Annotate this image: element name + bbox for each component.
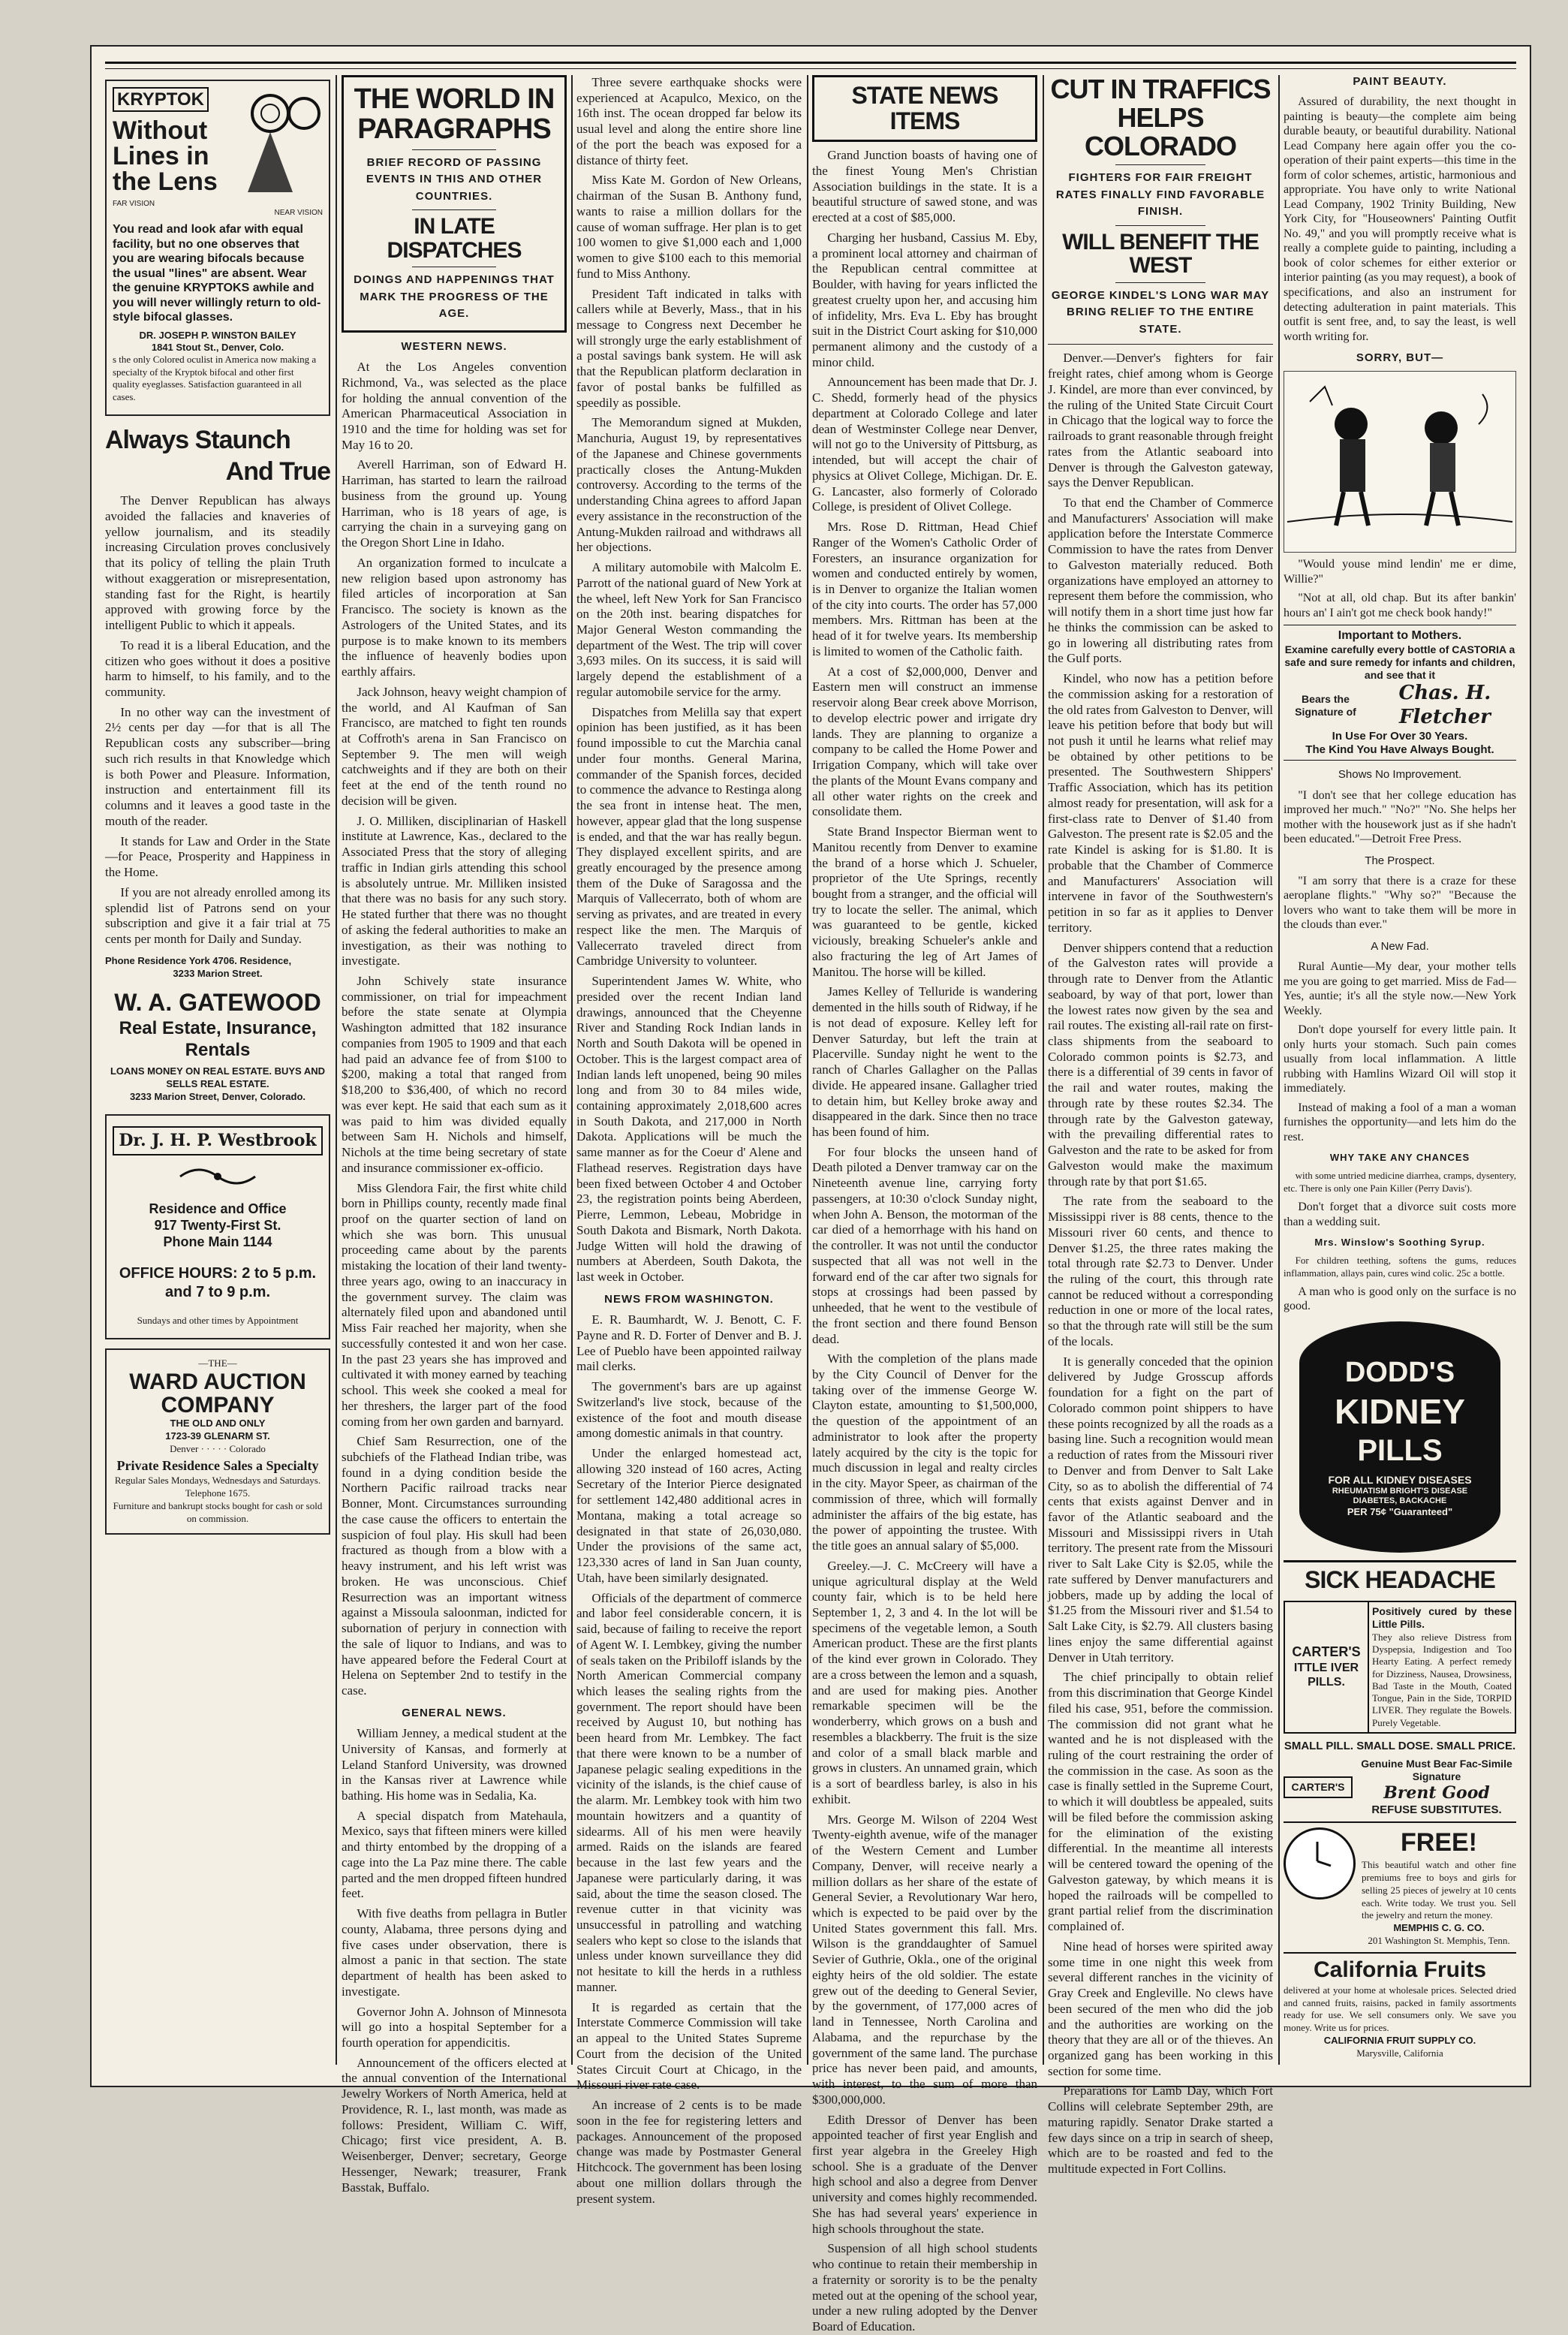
carters-brand: CARTER'S [1292,1644,1361,1659]
carters-positive: Positively cured by these Little Pills. [1372,1604,1512,1631]
refuse-text: REFUSE SUBSTITUTES. [1371,1803,1502,1817]
dodds-price: PER 75¢ "Guaranteed" [1347,1506,1453,1518]
westbrook-hours: OFFICE HOURS: 2 to 5 p.m. [119,1265,317,1282]
news-paragraph: With the completion of the plans made by the City Council of Denver for the taking over of the immense George W. Clayton estate, amounting to $1,500,000, the question of the appointment of an administrator to look after the property lately acquired by the city is the topic for much discussion in legal and realty circles in the city. Mayor Speer, as chairman of the commission of three, which will formally administer the affairs of the big estate, has the power of appointing the trustee. With the title goes an annual salary of $5,000. [812,1351,1037,1553]
newspaper-page [90,45,1531,2334]
paint-paragraph: Assured of durability, the next thought in painting is beauty—the complete aim being durable beauty, or beautiful durability. National Lead Company here again offer you the co-operation of their paint experts—this time in the form of color schemes, artistic, harmonious and appropriate. You have only to write National Lead Company, 1902 Trinity Building, New York City, for "Houseowners' Painting Outfit No. 49," and you will promptly receive what is really a complete guide to painting, including a book of color schemes for either exterior or interior painting (as you may request), a book of specifications, and also an instrument for detecting adulteration in paint materials. This outfit is sent free, and, to say the least, is well worth writing for. [1284,95,1516,343]
eyeglass-icon [240,87,323,200]
prospect-heading: The Prospect. [1365,854,1435,867]
news-paragraph: At a cost of $2,000,000, Denver and Eastern men will construct an immense reservoir along Bear creek above Morrison, to develop electric power and irrigate dry lands. They are planning to organize a company to be called the Home Power and Irrigation Company, which will take over the plants of the Mount Evans company and all other water rights on the creek and consolidate them. [812,664,1037,819]
small-pill-text: SMALL PILL. SMALL DOSE. SMALL PRICE. [1284,1739,1516,1752]
news-paragraph: Announcement of the officers elected at the annual convention of the International Jewelry Workers of North America, held at Providence, R. I., last month, was made as follows: President, William C. Wiff, Chicago; first vice president, A. B. Weisenberger, Denver; secretary, George Hessenger, Newark; treasurer, Frank Basstak, Buffalo. [342,2055,567,2195]
news-paragraph: The chief principally to obtain relief from this discrimination that George Kindel filed his case, 951, before the commission. The commission did not grant what he wanted and he is not displeased with the ruling of the court restraining the order of the commission in the case. As soon as the case is finally settled in the Supreme Court, to which it will doubtless be appealed, suits will be filed before the commission asking for the elimination of the existing differential. In the meantime all interests will be centered toward the opening of the Galveston gateway, by which means it is hoped the railroads will be compelled to grant partial relief from the discrimination complained of. [1048,1670,1273,1934]
westbrook-phone: Phone Main 1144 [163,1234,272,1250]
news-paragraph: The Memorandum signed at Mukden, Manchuria, August 19, by representatives of the Japanese and Chinese governments practically closes the Antung-Mukden controversy. According to the terms of the understanding China agrees to afford Japan every assistance in the reconstruction of the Antung-Mukden railroad and withdraws all her objections. [576,415,802,555]
genuine-text: Genuine Must Bear Fac-Simile Signature [1361,1758,1512,1783]
news-paragraph: At the Los Angeles convention Richmond, Va., was selected as the place for holding the annual convention of the American Pharmaceutical Association in 1910 and the time for holding was set for May 16 to 20. [342,360,567,452]
gatewood-line: Real Estate, Insurance, Rentals [119,1017,317,1060]
carters-label [1285,1602,1369,1732]
news-paragraph: Mrs. George M. Wilson of 2204 West Twenty-eighth avenue, wife of the manager of the Western Cement and Lumber Company, Denver, will receive nearly a million dollars as her share of the estate of General Sevier, a Revolutionary War hero, which is expected to be paid over by the United States government this fall. Mrs. Wilson is the granddaughter of Samuel Sevier of Guthrie, Okla., one of the original eighty heirs of the old soldier. The estate grew out of the deeding to General Sevier, by the government, of 177,000 acres of land in Tennessee, North Carolina and Alabama, and the repurchase by the government of the same land. The purchase price has never been paid, and amounts, with interest, to the sum of more than $300,000,000. [812,1812,1037,2107]
fool-paragraph: Instead of making a fool of a man a woman furnishes the opportunity—and lets him do the rest. [1284,1101,1516,1143]
news-paragraph: Grand Junction boasts of having one of the finest Young Men's Christian Association buildings in the state. It is a beautiful structure of sawed stone, and was erected at a cost of $85,000. [812,148,1037,225]
news-paragraph: It is generally conceded that the opinion delivered by Judge Grosscup affords foundation for a fight on the part of Colorado common point shippers to have these points recognized by all the roads as a basing line. Such a recognition would mean a reduction of rates from the Missouri river to Denver and from Denver to Salt Lake City, so as to abolish the differential of 74 cents that exists against Denver and in favor of the Atlantic seaboard and the Missouri and Mississippi rivers in Utah territory. The present rate from the Missouri river to Salt Lake City is $2.05, while the rate suffered by Denver manufacturers and jobbers, made up by adding the local of $1.25 from the Missouri river and $1.54 to Salt Lake City, is $2.79. All clusters basing lines enjoy the same differential against Denver in Utah territory. [1048,1354,1273,1665]
gatewood-phone: Phone Residence York 4706. Residence, [105,954,292,966]
mothers-text: Examine carefully every bottle of CASTORIA a safe and sure remedy for infants and children, and see that it [1284,643,1515,682]
dodds-kidney: KIDNEY [1335,1391,1465,1431]
general-news-heading: GENERAL NEWS. [402,1706,507,1719]
washington-news-heading: NEWS FROM WASHINGTON. [604,1292,774,1306]
westbrook-name: Dr. J. H. P. Westbrook [113,1126,323,1155]
carters-small-label: CARTER'S [1284,1776,1353,1798]
news-paragraph: William Jenney, a medical student at the University of Kansas, and formerly at Leland Stanford University, was drowned in the Kansas river at Lawrence while bathing. His home was in Sedalia, Ka. [342,1726,567,1803]
gatewood-address: 3233 Marion Street, Denver, Colorado. [129,1090,306,1102]
kryptok-note: s the only Colored oculist in America now making a specialty of the Kryptok bifocal and other first quality eyeglasses. Satisfaction guaranteed in all cases. [113,353,317,403]
dispatches-headline: IN LATE DISPATCHES [387,214,522,263]
carters-pill-name: ITTLE IVER PILLS. [1293,1661,1359,1689]
sorry-heading: SORRY, BUT— [1356,351,1444,365]
benefit-subhead: GEORGE KINDEL'S LONG WAR MAY BRING RELIEF TO THE ENTIRE STATE. [1051,288,1270,336]
news-paragraph: E. R. Baumhardt, W. J. Benott, C. F. Payne and R. D. Forter of Denver and B. J. Lee of Pueblo have been appointed railway mail clerks. [576,1312,802,1374]
winslow-heading: Mrs. Winslow's Soothing Syrup. [1314,1237,1485,1249]
california-fruits-ad [1284,1952,1516,2060]
california-company: CALIFORNIA FRUIT SUPPLY CO. [1323,2035,1476,2047]
news-paragraph: Chief Sam Resurrection, one of the subchiefs of the Flathead Indian tribe, was found in a dying condition beside the Northern Pacific railroad tracks near Bonner, Mont. Circumstances surrounding the case cause the officers to entertain the suspicion of foul play. His skull had been fractured as though from a blow with a heavy instrument, and his left wrist was broken. He was unconscious. Chief Resurrection was an important witness against a Missoula saloonman, indicted for subornation of perjury in connection with the sale of liquor to Indians, and was to have appeared before the Federal Court at Helena on September 2nd to testify in the case. [342,1434,567,1698]
improve-heading: Shows No Improvement. [1338,768,1462,782]
news-paragraph: Mrs. Rose D. Rittman, Head Chief Ranger of the Women's Catholic Order of Foresters, an insurance organization for women and conducted entirely by women, is in Denver to organize the Italian women of the city into courts. The order has 57,000 members. Mrs. Rittman has been at the head of it for twelve years. Its membership is limited to women of the Catholic faith. [812,520,1037,658]
castoria-ad [1284,625,1516,761]
ward-telephone: Telephone 1675. [185,1487,251,1499]
kryptok-body: You read and look afar with equal facility, but no one observes that you are wearing bifocals because the usual "lines" are absent. Wear the genuine KRYPTOKS awhile and you will never willingly return to old-style bifocal glasses. [113,223,321,324]
kryptok-far-tag: FAR VISION [113,200,155,208]
staunch-paragraph: If you are not already enrolled among its splendid list of Patrons send on your subscription and give it a fair trial at 75 cents per month for Daily and Sunday. [105,884,330,947]
news-paragraph: Denver shippers contend that a reduction of the Galveston rates will provide a through rate to Denver from the Atlantic seaboard, by way of that port, lower than the lowest rates now given by the sea and rail routes. The existing all-rail rate on first-class shipments from the seaboard to Colorado common points is $2.73, and there is a differential of 39 cents in favor of the rail and water routes, making the through rate by these routes $2.34. The through rate by the Galveston gateway, with the prevailing differential rates to Galveston and the rate to be asked for from Galveston would make the maximum through rate by that port $1.65. [1048,940,1273,1189]
staunch-paragraph: It stands for Law and Order in the State—for Peace, Prosperity and Happiness in the Home. [105,833,330,880]
westbrook-sunday: Sundays and other times by Appointment [137,1314,299,1326]
dispatches-subhead: DOINGS AND HAPPENINGS THAT MARK THE PROGRESS OF THE AGE. [354,273,555,321]
column-rule [807,75,808,2065]
ward-regular: Regular Sales Mondays, Wednesdays and Saturdays. [114,1475,321,1487]
world-headline-box [342,75,567,333]
fletcher-signature: Chas. H. Fletcher [1398,682,1491,728]
column-rule [336,75,337,2065]
news-paragraph: Edith Dressor of Denver has been appointed teacher of first year English and first year algebra in the Greeley High school. She is a graduate of the Denver high school and also a degree from Denver university and comes highly recommended. She has had several years' experience in high schools throughout the state. [812,2112,1037,2236]
news-paragraph: A military automobile with Malcolm E. Parrott of the national guard of New York at the wheel, left New York for San Francisco on the 20th inst. bearing dispatches for Major General Weston commanding the department of the West. The trip will cover 3,693 miles. On its success, it is said will largely depend the establishment of a regular automobile service for the army. [576,560,802,699]
california-text: delivered at your home at wholesale prices. Selected dried and canned fruits, raisins, packed in family assortments ready for use. We sell consumers only. We save you money. Write us for prices. [1284,1984,1516,2034]
news-paragraph: It is regarded as certain that the Interstate Commerce Commission will take an appeal to the United States Supreme Court from the decision of the United States Circuit Court at Chicago, in the Missouri river rate case. [576,1999,802,2092]
dodds-pills-tin [1299,1321,1500,1553]
kryptok-near-tag: NEAR VISION [274,209,323,218]
gatewood-name: W. A. GATEWOOD [114,988,321,1016]
dodds-diseases: RHEUMATISM BRIGHT'S DISEASE DIABETES, BACKACHE [1332,1486,1468,1505]
news-paragraph: J. O. Milliken, disciplinarian of Haskell institute at Lawrence, Kas., declared to the Associated Press that the story of alleging traffic in Indian girls attending this school is absolutely untrue. Mr. Milliken insisted that there was no basis for any such story. He stated further that there was no thought of asking the federal authorities to make an investigation, as their was nothing to investigate. [342,813,567,969]
bears-signature-label: Bears the Signature of [1295,692,1356,718]
traffic-headline: CUT IN TRAFFICS HELPS COLORADO [1050,74,1271,161]
column-1 [105,75,330,2065]
news-paragraph: An organization formed to inculcate a new religion based upon astronomy has filed articles of incorporation at San Francisco. The society is known as the Astrologers of the United States, and its purpose is to make known to its members the influence of heavenly bodies upon earthly affairs. [342,555,567,679]
divorce-paragraph: Don't forget that a divorce suit costs more than a wedding suit. [1284,1201,1516,1228]
gatewood-loans: LOANS MONEY ON REAL ESTATE. BUYS AND SELLS REAL ESTATE. [110,1065,326,1089]
column-2 [342,75,567,2195]
western-news-heading: WESTERN NEWS. [401,339,507,353]
staunch-paragraph: The Denver Republican has always avoided the fallacies and knaveries of yellow journalism, and its steadily increasing Circulation proves conclusively that its policy of telling the plain Truth without exaggeration or misrepresentation, standing fast for the Right, is heartily approved with growing force by the intelligent Public to which it appeals. [105,493,330,633]
staunch-ad [105,425,330,948]
joke-paragraph: "I am sorry that there is a craze for these aeroplane flights." "Why so?" "Because the lovers who want to take them will be more in the clouds than ever." [1284,874,1516,932]
free-watch-ad [1284,1821,1516,1948]
cartoon-illustration [1284,371,1516,553]
free-text: This beautiful watch and other fine premiums free to boys and girls for selling 25 pieces of jewelry at 10 cents each. Write today. We trust you. Sell the jewelry and return the money. [1362,1858,1516,1921]
traffic-headline-box [1048,75,1273,345]
news-paragraph: Averell Harriman, son of Edward H. Harriman, has started to learn the railroad business from the ground up. Young Harriman, who is 18 years of age, is carrying the chain in a surveying gang on the Oregon Short Line in Idaho. [342,457,567,550]
kind-text: The Kind You Have Always Bought. [1305,743,1494,756]
news-paragraph: Three severe earthquake shocks were experienced at Acapulco, Mexico, on the 16th inst. The ocean dropped far below its usual level and along the entire shore line of the port the beach was exposed for a distance of thirty feet. [576,75,802,167]
ward-buy: Furniture and bankrupt stocks bought for cash or sold on commission. [113,1500,323,1525]
chances-heading: WHY TAKE ANY CHANCES [1329,1152,1470,1164]
column-rule [1043,75,1044,2065]
westbrook-ad [105,1114,330,1339]
brent-good-signature: Brent Good [1383,1783,1490,1803]
column-rule [571,75,573,2065]
news-paragraph: President Taft indicated in talks with callers while at Beverly, Mass., that in his message to Congress next December he will strongly urge the early establishment of a postal savings bank system. He will ask that the Republican platform declaration in favor of postal banks be fulfilled as speedily as possible. [576,286,802,410]
news-paragraph: Charging her husband, Cassius M. Eby, a prominent local attorney and chairman of the Republican central committee at Boulder, with having for years inflicted the greatest cruelty upon her, and accusing him of infidelity, Mrs. Eva L. Eby has brought suit in the District Court asking for $10,000 permanent alimony and the custody of a minor child. [812,230,1037,369]
news-paragraph: A special dispatch from Matehaula, Mexico, says that fifteen miners were killed and thirty entombed by the dropping of a cage into the La Paz mine there. The cable parted and the men dropped fifteen hundred feet. [342,1808,567,1901]
joke-paragraph: "I don't see that her college education has improved her much." "No?" "No. She helps her mother with the housework just as if she hadn't been educated."—Detroit Free Press. [1284,788,1516,846]
westbrook-hours-2: and 7 to 9 p.m. [164,1283,271,1300]
news-paragraph: Kindel, who now has a petition before the commission asking for a restoration of the old rates from Galveston to Denver, will leave his petition before that body but will not push it until he learns what relief may be obtained by other petitions to be presented. The Southwestern Shippers' Traffic Association, which has its petition almost ready for presentation, will ask for a first-class rate to Denver of $1.40 from Galveston. The present rate is $2.05 and the rate Kindel is asking for is $1.80. It is probable that the Chamber of Commerce and Manufacturers' Association will intervene in favor of the Southwestern's petition in so far as it applies to Denver territory. [1048,671,1273,935]
news-paragraph: Under the enlarged homestead act, allowing 320 instead of 160 acres, Acting Secretary of the Interior Pierce designated for settlement 142,480 additional acres in Montana, making a total acreage so designated in that state of 26,030,080. Under the provisions of the same act, 123,330 acres of land in San Juan county, Utah, have been similarly designated. [576,1445,802,1585]
in-use-text: In Use For Over 30 Years. [1332,729,1468,743]
kryptok-ad [105,80,330,416]
news-paragraph: With five deaths from pellagra in Butler county, Alabama, three persons dying and five cases under observation, there is almost a panic in that section. The state department of health has been asked to investigate. [342,1906,567,1999]
ward-the: —THE— [198,1357,237,1369]
top-rule [105,62,1516,69]
staunch-paragraph: In no other way can the investment of 2½ cents per day —for that is all The Republican costs any subscriber—bring such rich results in that Knowledge which is both Power and Pleasure. Information, instruction and entertainment fill its columns and it leaves a good taste in the mouth of the reader. [105,704,330,828]
news-paragraph: Suspension of all high school students who continue to retain their membership in a fraternity or sorority is to be the penalty meted out at the opening of the school year, under a new ruling adopted by the Denver Board of Education. [812,2241,1037,2334]
mothers-heading: Important to Mothers. [1338,629,1462,643]
news-paragraph: The government's bars are up against Switzerland's live stock, because of the existence of the foot and mouth disease among domestic animals in that country. [576,1379,802,1441]
kryptok-brand: KRYPTOK [113,87,209,112]
dodds-brand: DODD'S [1344,1357,1455,1389]
carters-signature-row [1284,1758,1516,1817]
news-paragraph: Dispatches from Melilla say that expert opinion has been justified, as it has been found impossible to cut the Marchia canal under four months. General Marina, commander of the Spanish forces, decided to commence the advance to Restinga along the sea front in intense heat. The men, however, appear glad that the long suspense is ended, and that the war has really begun. They displayed excellent spirits, and are greatly encouraged by the presence among them of the Duke of Saragossa and the Marquis of Vallecerrato, both of whom are serving as privates, and are treated in every respect like the men. The Marquis of Vallecerrato traveled direct from Cambridge University to volunteer. [576,704,802,969]
news-paragraph: An increase of 2 cents is to be made soon in the fee for registering letters and packages. Announcement of the proposed change was made by Postmaster General Hitchcock. The government has been losing about one million dollars through the present system. [576,2098,802,2206]
news-paragraph: Miss Kate M. Gordon of New Orleans, chairman of the Susan B. Anthony fund, wants to raise a million dollars for the cause of woman suffrage. Her plan is to get 100 women to give $1,000 each and 1,000 women to give $100 each to this memorial fund to Miss Anthony. [576,173,802,281]
ornament-icon [173,1161,263,1192]
ward-ad [105,1348,330,1535]
news-paragraph: Officials of the department of commerce and labor feel considerable concern, it is said, because of failing to receive the report of Agent W. I. Lembkey, giving the number of seals taken on the Pribiloff islands by the North American Commercial company which leases the sealing rights from the government. The report should have been received by August 10, but nothing has been heard from Mr. Lembkey. The fact that there were known to be a number of Japanese pelagic sealing expeditions in the vicinity of the islands, is the chief cause of the alarm. Mr. Lembkey took with him two mountain howitzers and a quantity of sidearms. All of his men were heavily armed. Raids on the islands are feared because in the last few years and the Japanese were particularly daring, it was said, about the time the season closed. The revenue cutter in that vicinity was unsuccessful in patrolling and watching sealers who kept so close to the islands that unless under known surveillance they did not hesitate to kill the herds in a ruthless manner. [576,1590,802,1994]
world-headline: THE WORLD IN PARAGRAPHS [354,83,555,145]
dodds-pills: PILLS [1357,1433,1443,1467]
kryptok-doctor: DR. JOSEPH P. WINSTON BAILEY [139,329,296,341]
dodds-tagline: FOR ALL KIDNEY DISEASES [1328,1473,1472,1486]
sick-headache-headline: SICK HEADACHE [1284,1560,1516,1595]
ward-name: WARD AUCTION COMPANY [129,1369,306,1418]
free-headline: FREE! [1401,1828,1477,1857]
news-paragraph: Governor John A. Johnson of Minnesota will go into a hospital September for a fourth operation for appendicitis. [342,2004,567,2050]
news-paragraph: Denver.—Denver's fighters for fair freight rates, chief among whom is George J. Kindel, are more than ever convinced, by the ruling of the United State Circuit Court in Chicago that the logical way to force the railroads to grant reasonable through freight rates from the Atlantic seaboard into Denver is through the Galveston gateway, says the Denver Republican. [1048,351,1273,490]
traffic-subhead: FIGHTERS FOR FAIR FREIGHT RATES FINALLY FIND FAVORABLE FINISH. [1055,171,1266,218]
news-paragraph: Greeley.—J. C. McCreery will have a unique agricultural display at the Weld county fair, which is to be held here September 1, 2, 3 and 4. In the lot will be specimens of the vegetable lemon, a South American product. These are the first plants of the kind ever grown in Colorado. They are a cross between the lemon and a squash, and are used for making pies. Another remarkable specimen will be the wonderberry, which grows on a bush and resembles a blackberry. The fruit is the size and color of a small black marble and grows in clusters. An unnamed grain, which is a sort of beardless barley, is also in his exhibit. [812,1558,1037,1806]
column-5 [1048,74,1273,2177]
news-paragraph: Miss Glendora Fair, the first white child born in Phillips county, recently made final proof on the quarter section of land on which she was born. This unusual proceeding came about by the parents mistaking the location of their land twenty-three years ago, owing to an inaccuracy in the government survey. The claim was alternately filed upon and abandoned until Miss Fair reached her majority, when she successfully contested it and won her case. In the past 23 years she has improved and cultivated it with money earned by teaching school. This week she cooked a meal for her threshers, the larger part of the food coming from her own garden and barnyard. [342,1180,567,1429]
pocket-watch-icon [1284,1827,1356,1900]
cartoon-caption: "Would youse mind lendin' me er dime, Willie?" [1284,558,1516,586]
news-paragraph: Jack Johnson, heavy weight champion of the world, and Al Kaufman of San Francisco, are matched to fight ten rounds at Coffroth's arena in San Francisco on September 9. The men will weigh catchweights and if they are both on their feet at the end of the tenth round no decision will be given. [342,684,567,808]
good-paragraph: A man who is good only on the surface is no good. [1284,1285,1516,1313]
news-paragraph: Announcement has been made that Dr. J. C. Shedd, formerly head of the physics department at Colorado College and later dean of Westminster College near Denver, will not go to the University of Pittsburg, as intended, but will accept the chair of physics at Olivet College, Michigan. Dr. E. G. Lancaster, also formerly of Colorado College, is president of Olivet College. [812,375,1037,514]
news-paragraph: For four blocks the unseen hand of Death piloted a Denver tramway car on the Nineteenth avenue line, carrying forty passengers, at 10:30 o'clock Sunday night, when John A. Benson, the motorman of the car died of a hemorrhage with his hand on the controller. It was not until the conductor suspected that all was not well in the forward end of the car after two signals for stops at crossings had been passed by unheeded, that he went to the vestibule of the front section and there found Benson dead. [812,1144,1037,1346]
gatewood-street: 3233 Marion Street. [173,967,263,979]
staunch-headline-1: Always Staunch [105,426,290,455]
news-paragraph: Superintendent James W. White, who presided over the recent Indian land drawings, announced that the Cheyenne River and Standing Rock Indian lands in North and South Dakota will be opened in October. This is the largest compact area of Indian lands left unopened, being 90 miles long and from 30 to 84 miles wide, containing approximately 2,018,600 acres in South Dakota, and 217,000 in North Dakota. Applications will be much the same manner as for the Coeur d' Alene and Flathead reserves. Registration days have been fixed between October 4 and October 23, the registration points being Aberdeen, Pierre, Lemmon, Lebeau, Mobridge in South Dakota and Bismark, North Dakota. Judge Witten will hold the drawing of numbers at Aberdeen, South Dakota, the last week in October. [576,974,802,1285]
news-paragraph: Nine head of horses were spirited away some time in one night this week from several different ranches in the vicinity of Gray Creek and Engleville. No clews have been secured of the men who did the job and the authorities are working on the theory that they are all or of the thieves. An organized gang has been working in this section for some time. [1048,1939,1273,2078]
carters-ad [1284,1601,1516,1734]
fad-heading: A New Fad. [1371,939,1429,953]
kryptok-headline: Without Lines in the Lens [113,116,218,197]
westbrook-street: 917 Twenty-First St. [154,1218,281,1234]
column-rule [1278,75,1280,2065]
california-headline: California Fruits [1313,1957,1487,1983]
cartoon-caption: "Not at all, old chap. But its after bankin' hours an' I ain't got me check book handy!" [1284,592,1516,619]
memphis-address: 201 Washington St. Memphis, Tenn. [1368,1935,1510,1947]
news-paragraph: The rate from the seaboard to the Mississippi river is 88 cents, thence to the Missouri river 60 cents, and thence to Denver $1.25, the three rates making the total through rate $2.73 to Denver. Under the ruling of the court, this through rate cannot be reduced without a corresponding reduction in one or more of the local rates, so that the through rate will still be the sum of the locals. [1048,1194,1273,1348]
wizard-oil-paragraph: Don't dope yourself for every little pain. It only hurts your stomach. Such pain comes usually from local inflammation. A little rubbing with Hamlins Wizard Oil will stop it immediately. [1284,1023,1516,1095]
kryptok-address: 1841 Stout St., Denver, Colo. [151,341,284,353]
carters-description: They also relieve Distress from Dyspepsia, Indigestion and Too Hearty Eating. A perfect remedy for Dizziness, Nausea, Drowsiness, Bad Taste in the Mouth, Coated Tongue, Pain in the Side, TORPID LIVER. They regulate the Bowels. Purely Vegetable. [1372,1631,1512,1728]
cartoon-icon [1284,372,1515,552]
ward-city: Denver · · · · · Colorado [170,1442,266,1454]
world-subhead: BRIEF RECORD OF PASSING EVENTS IN THIS AND OTHER COUNTRIES. [366,155,543,203]
joke-paragraph: Rural Auntie—My dear, your mother tells me you are going to get married. Miss de Fad—Yes, auntie; it's all the style now.—New York Weekly. [1284,960,1516,1017]
staunch-headline-2: And True [225,456,330,486]
ward-address: 1723-39 GLENARM ST. [165,1430,270,1442]
state-news-headline: STATE NEWS ITEMS [851,82,998,134]
news-paragraph: Preparations for Lamb Day, which Fort Collins will celebrate September 29th, are maturing rapidly. Senator Drake started a few days since on a trip in search of sheep, which are to be roasted and fed to the multitude expected in Fort Collins. [1048,2083,1273,2177]
news-paragraph: John Schively state insurance commissioner, on trial for impeachment before the state senate at Olympia Washington admitted that 182 insurance companies from 1905 to 1909 and that each had paid an advance fee of from $100 to $200, making a total that ranged from $18,200 to $36,400, of which no record was ever kept. He said that each sum as it was paid to him was divided equally between Sam H. Nichols and himself, Nichols at the time being secretary of state and insurance commissioner ex-officio. [342,973,567,1175]
state-news-headline-box [812,75,1037,142]
column-3 [576,75,802,2206]
california-city: Marysville, California [1356,2047,1443,2059]
staunch-paragraph: To read it is a liberal Education, and the citizen who goes without it does a positive harm to himself, to his family, and to the community. [105,637,330,700]
news-paragraph: To that end the Chamber of Commerce and Manufacturers' Association will make application before the Interstate Commerce Commission to have the rates from Denver to Galveston materially reduced. Both organizations have employed an attorney to represent them before the commission, who will notify them in a short time just how far he thinks the commission can be asked to go in lowering all distributing rates from the Gulf ports. [1048,496,1273,666]
memphis-company: MEMPHIS C. G. CO. [1393,1922,1485,1934]
news-paragraph: State Brand Inspector Bierman went to Manitou recently from Denver to examine the brand of a horse which J. Schueler, proprietor of the Ute Springs, recently bought from a stranger, and the official will try to locate the seller. The animal, which was guaranteed to be gentle, kicked viciously, breaking Schueler's ankle and also fracturing the leg of Art James of Manitou. The horse will be killed. [812,824,1037,979]
gatewood-ad [105,955,330,1104]
paint-heading: PAINT BEAUTY. [1353,75,1447,88]
column-4 [812,75,1037,2334]
news-paragraph: James Kelley of Telluride is wandering demented in the hills south of Ridway, if he is not dead of exposure. Kelley left for Denver Saturday, but left the train at Placerville. Sunday night he went to the ranch of Charles Gallagher on the Pallas divide. He appeared insane. Gallagher tried to detain him, but Kelley broke away and disappeared in the dark. Since then no trace has been found of him. [812,984,1037,1139]
ward-private: Private Residence Sales a Specialty [116,1458,319,1474]
benefit-headline: WILL BENEFIT THE WEST [1062,229,1259,279]
winslow-paragraph: For children teething, softens the gums, reduces inflammation, allays pain, cures wind colic. 25c a bottle. [1284,1254,1516,1279]
column-6 [1284,75,1516,2065]
ward-tag: THE OLD AND ONLY [170,1417,266,1429]
westbrook-residence: Residence and Office [149,1201,287,1217]
chances-paragraph: with some untried medicine diarrhea, cramps, dysentery, etc. There is only one Pain Killer (Perry Davis'). [1284,1170,1516,1195]
